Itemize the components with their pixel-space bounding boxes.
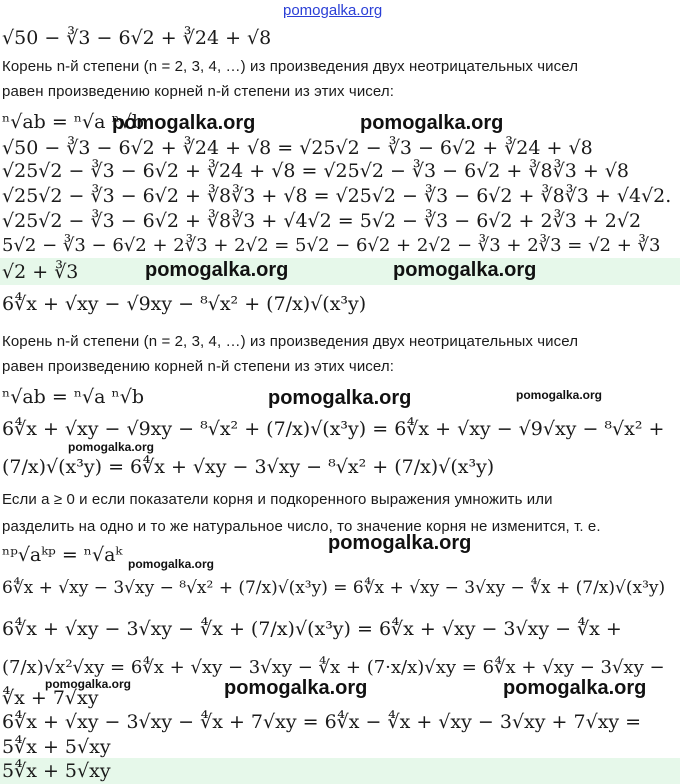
math-line: √25√2 − ∛3 − 6√2 + ∛8∛3 + √4√2 = 5√2 − ∛3 − 6√2 + 2∛3 + 2√2 [2, 210, 642, 232]
math-line: 5√2 − ∛3 − 6√2 + 2∛3 + 2√2 = 5√2 − 6√2 + 2√2 − ∛3 + 2∛3 = √2 + ∛3 [2, 235, 661, 256]
math-line: ⁿᵖ√aᵏᵖ = ⁿ√aᵏ [2, 544, 123, 566]
answer-highlight-1 [0, 258, 680, 285]
answer-line: √2 + ∛3 [2, 261, 79, 283]
math-line: (7/x)√(x³y) = 6∜x + √xy − 3√xy − ⁸√x² + (7/x)√(x³y) [2, 456, 495, 478]
math-line: 6∜x + √xy − 3√xy − ∜x + 7√xy = 6∜x − ∜x + √xy − 3√xy + 7√xy = [2, 711, 642, 733]
watermark: pomogalka.org [360, 112, 504, 134]
answer-line: 5∜x + 5√xy [2, 760, 111, 782]
rule-text: Корень n-й степени (n = 2, 3, 4, …) из произведения двух неотрицательных чисел [2, 333, 579, 350]
watermark: pomogalka.org [68, 440, 155, 454]
math-line: √50 − ∛3 − 6√2 + ∛24 + √8 = √25√2 − ∛3 − 6√2 + ∛24 + √8 [2, 137, 593, 159]
site-link[interactable]: pomogalka.org [283, 2, 383, 19]
watermark: pomogalka.org [516, 388, 603, 402]
math-line: ⁿ√ab = ⁿ√a ⁿ√b [2, 386, 144, 408]
math-line: 6∜x + √xy − 3√xy − ∜x + (7/x)√(x³y) = 6∜x + √xy − 3√xy − ∜x + [2, 618, 622, 640]
rule-text: Если a ≥ 0 и если показатели корня и подкоренного выражения умножить или [2, 491, 553, 508]
rule-text: равен произведению корней n-й степени из этих чисел: [2, 83, 394, 100]
watermark: pomogalka.org [145, 259, 289, 281]
math-line: ⁿ√ab = ⁿ√a ⁿ√b [2, 111, 144, 133]
watermark: pomogalka.org [393, 259, 537, 281]
math-line: √50 − ∛3 − 6√2 + ∛24 + √8 [2, 27, 272, 49]
rule-text: разделить на одно и то же натуральное число, то значение корня не изменится, т. е. [2, 518, 601, 535]
watermark: pomogalka.org [224, 677, 368, 699]
rule-text: равен произведению корней n-й степени из этих чисел: [2, 358, 394, 375]
math-line: √25√2 − ∛3 − 6√2 + ∛8∛3 + √8 = √25√2 − ∛3 − 6√2 + ∛8∛3 + √4√2. [2, 185, 672, 207]
math-line: (7/x)√x²√xy = 6∜x + √xy − 3√xy − ∜x + (7·x/x)√xy = 6∜x + √xy − 3√xy − [2, 657, 665, 678]
watermark: pomogalka.org [45, 677, 132, 691]
math-line: √25√2 − ∛3 − 6√2 + ∛24 + √8 = √25√2 − ∛3 − 6√2 + ∛8∛3 + √8 [2, 160, 629, 182]
watermark: pomogalka.org [112, 112, 256, 134]
math-line: 6∜x + √xy − √9xy − ⁸√x² + (7/x)√(x³y) = 6∜x + √xy − √9√xy − ⁸√x² + [2, 418, 665, 440]
watermark: pomogalka.org [268, 387, 412, 409]
watermark: pomogalka.org [328, 532, 472, 554]
math-line: 6∜x + √xy − √9xy − ⁸√x² + (7/x)√(x³y) [2, 293, 367, 315]
math-line: 5∜x + 5√xy [2, 736, 111, 758]
math-line: 6∜x + √xy − 3√xy − ⁸√x² + (7/x)√(x³y) = 6∜x + √xy − 3√xy − ∜x + (7/x)√(x³y) [2, 578, 666, 598]
rule-text: Корень n-й степени (n = 2, 3, 4, …) из произведения двух неотрицательных чисел [2, 58, 579, 75]
math-line: ∜x + 7√xy [2, 687, 99, 709]
watermark: pomogalka.org [503, 677, 647, 699]
watermark: pomogalka.org [128, 557, 215, 571]
